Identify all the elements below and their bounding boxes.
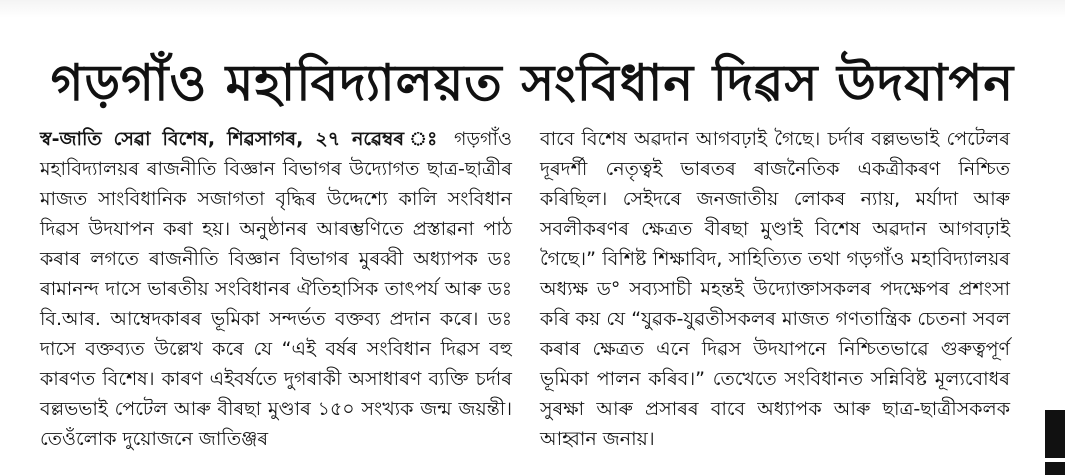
column-right-text: বাবে বিশেষ অৱদান আগবঢ়াই গৈছে। চৰ্দাৰ বল্লভভাই পেটেলৰ দূৰদৰ্শী নেতৃত্বই ভাৰতৰ ৰাজনৈতিক একত্ৰীকৰণ নিশ্চিত কৰিছিল। সেইদৰে জনজাতীয় লোকৰ ন্যায়, মৰ্যাদা আৰু সবলীকৰণৰ ক্ষেত্ৰত বীৰছা মুণ্ডাই বিশেষ অৱদান আগবঢ়াই গৈছে।” বিশিষ্ট শিক্ষাবিদ, সাহিত্যিত তথা গড়গাঁও মহাবিদ্যালয়ৰ অধ্যক্ষ ড° সব্যসাচী মহন্তই উদ্যোক্তাসকলৰ পদক্ষেপৰ প্ৰশংসা কৰি কয় যে “যুৱক-যুৱতীসকলৰ মাজত গণতান্ত্ৰিক চেতনা সবল কৰাৰ ক্ষেত্ৰত এনে দিৱস উদযাপনে নিশ্চিতভাৱে গুৰুত্বপূৰ্ণ ভূমিকা পালন কৰিব।” তেখেতে সংবিধানত সন্নিবিষ্ট মূল্যবোধৰ সুৰক্ষা আৰু প্ৰসাৰৰ বাবে অধ্যাপক আৰু ছাত্ৰ-ছাত্ৰীসকলক আহ্বান জনায়। — [540, 128, 1010, 450]
column-left-paragraph — [40, 124, 512, 454]
scan-shadow — [0, 0, 1065, 18]
page-edge-mark — [1045, 410, 1065, 458]
article-dateline: স্ব-জাতি সেৱা বিশেষ, শিৱসাগৰ, ২৭ নৱেম্বৰ ঃ — [40, 128, 443, 150]
column-left-text: গড়গাঁও মহাবিদ্যালয়ৰ ৰাজনীতি বিজ্ঞান বিভাগৰ উদ্যোগত ছাত্ৰ-ছাত্ৰীৰ মাজত সাংবিধানিক সজাগতা বৃদ্ধিৰ উদ্দেশ্যে কালি সংবিধান দিৱস উদযাপন কৰা হয়। অনুষ্ঠানৰ আৰম্ভণিতে প্ৰস্তাৱনা পাঠ কৰাৰ লগতে ৰাজনীতি বিজ্ঞান বিভাগৰ মুৰব্বী অধ্যাপক ডঃ ৰামানন্দ দাসে ভাৰতীয় সংবিধানৰ ঐতিহাসিক তাৎপৰ্য আৰু ডঃ বি.আৰ. আম্বেদকাৰৰ ভূমিকা সন্দৰ্ভত বক্তব্য প্ৰদান কৰে। ডঃ দাসে বক্তব্যত উল্লেখ কৰে যে “এই বৰ্ষৰ সংবিধান দিৱস বহু কাৰণত বিশেষ। কাৰণ এইবৰ্ষতে দুগৰাকী অসাধাৰণ ব্যক্তি চৰ্দাৰ বল্লভভাই পেটেল আৰু বীৰছা মুণ্ডাৰ ১৫০ সংখ্যক জন্ম জয়ন্তী। তেওঁলোক দুয়োজনে জাতিঞ্জৰ — [40, 128, 512, 450]
article-headline: গড়গাঁও মহাবিদ্যালয়ত সংবিধান দিৱস উদযাপন — [50, 54, 1015, 112]
article-column-left — [40, 124, 512, 454]
page-edge-mark-lower — [1045, 462, 1065, 475]
article-column-right — [540, 124, 1010, 454]
column-right-paragraph — [540, 124, 1010, 454]
